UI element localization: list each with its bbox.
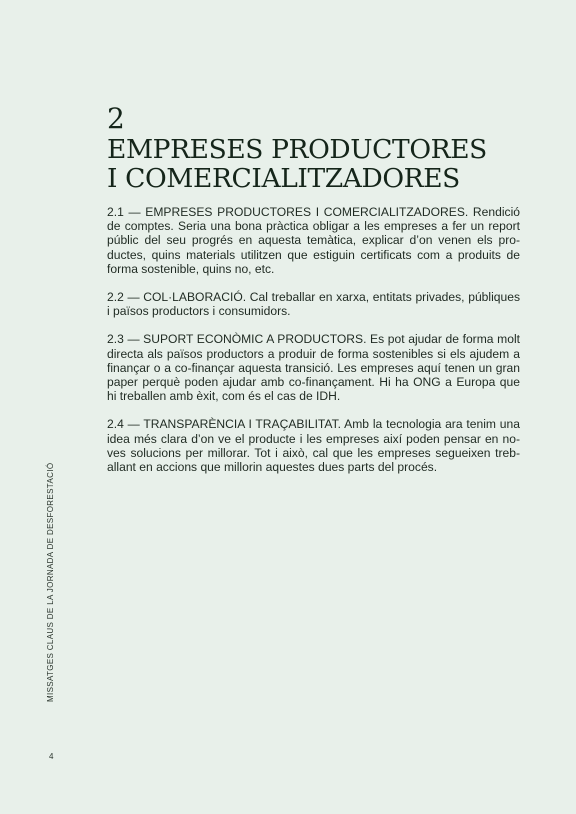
paragraph-2-1: 2.1 — EMPRESES PRODUCTORES I COMERCIALITZADORES. Rendició de comptes. Seria una bona pràctica obligar a les empreses a fer un report públic del seu progrés en aquesta temàtica, explicar d’on venen els productes, quins materials utilitzen que estiguin certificats com a produits de forma sostenible, quins no, etc.: [107, 205, 520, 276]
chapter-title: [107, 136, 527, 193]
page-number: 4: [49, 752, 54, 761]
paragraph-2-2: 2.2 — COL·LABORACIÓ. Cal treballar en xarxa, entitats privades, públiques i països productors i consumidors.: [107, 290, 520, 319]
chapter-number: 2: [107, 102, 126, 135]
running-header-vertical: MISSATGES CLAUS DE LA JORNADA DE DESFORESTACIÓ: [46, 462, 55, 702]
paragraph-2-3: 2.3 — SUPORT ECONÒMIC A PRODUCTORS. Es pot ajudar de forma molt directa als països productors a produir de forma sostenibles si els ajudem a finançar o a co-finançar aquesta transició. Les empreses aquí tenen un gran paper perquè poden ajudar amb co-finançament. Hi ha ONG a Europa que hi treballen amb èxit, com és el cas de IDH.: [107, 332, 520, 404]
body-content: [107, 205, 520, 488]
chapter-title-line-2: I COMERCIALITZADORES: [107, 162, 460, 194]
paragraph-2-4: 2.4 — TRANSPARÈNCIA I TRAÇABILITAT. Amb la tecnologia ara tenim una idea més clara d’on ve el producte i les empreses així poden pensar en noves solucions per millorar. Tot i això, cal que les empreses segueixen treballant en accions que millorin aquestes dues parts del procés.: [107, 417, 520, 475]
chapter-title-line-1: EMPRESES PRODUCTORES: [107, 134, 487, 165]
